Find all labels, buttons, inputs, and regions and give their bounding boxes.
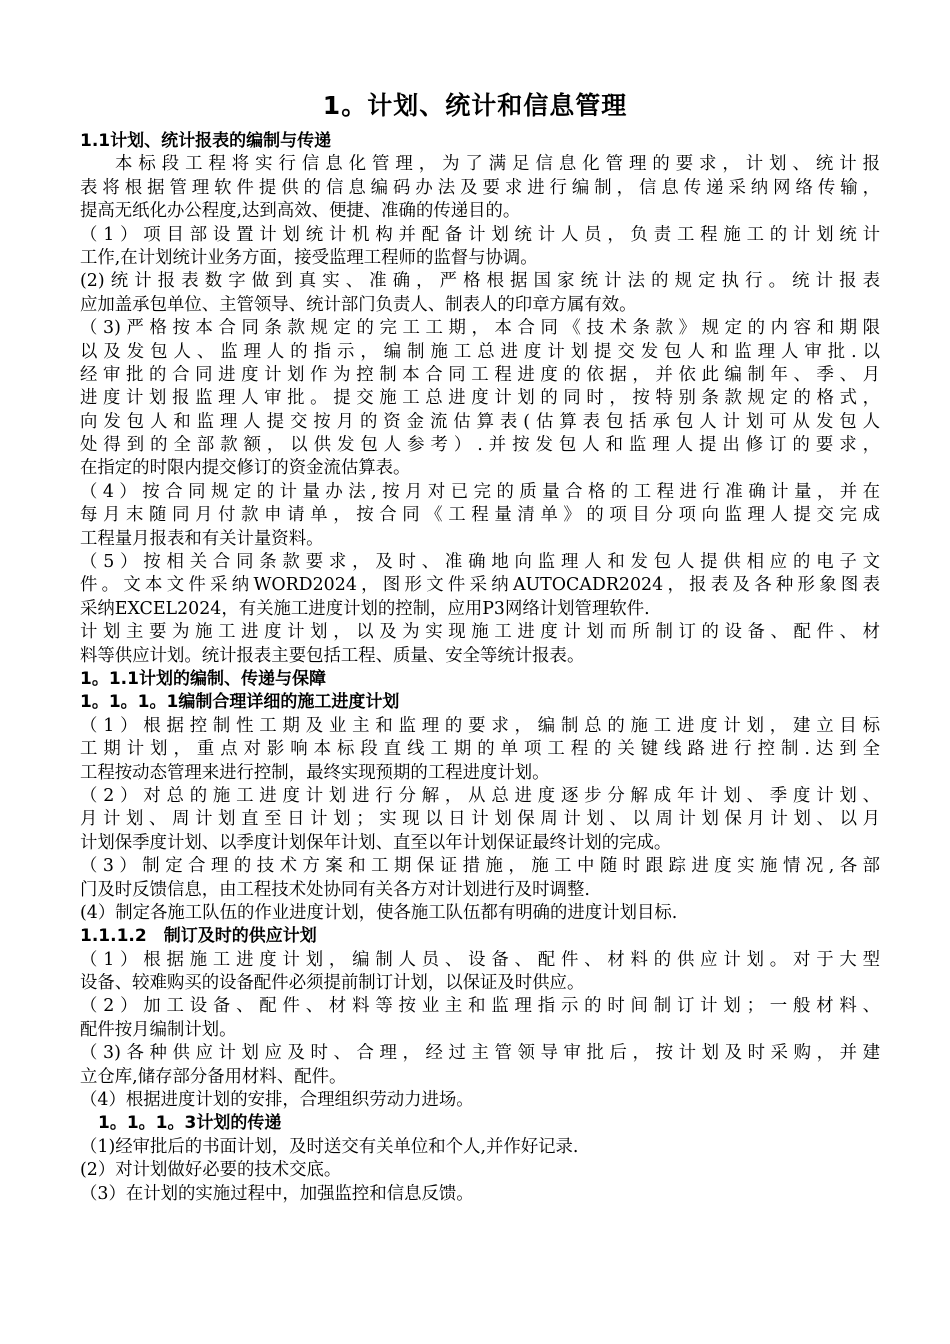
document-body xyxy=(80,130,880,1206)
paragraph-line: 配件按月编制计划。 xyxy=(80,1019,237,1040)
paragraph-line: 提高无纸化办公程度,达到高效、便捷、准确的传递目的。 xyxy=(80,201,521,222)
paragraph-line: 每月末随同月付款申请单，按合同《工程量清单》的项目分项向监理人提交完成 xyxy=(80,505,880,526)
paragraph-line: 进度计划报监理人审批。提交施工总进度计划的同时，按特别条款规定的格式， xyxy=(80,388,880,409)
paragraph-line: （4）根据进度计划的安排，合理组织劳动力进场。 xyxy=(80,1090,474,1111)
paragraph-line: （1）根据施工进度计划，编制人员、设备、配件、材料的供应计划。对于大型 xyxy=(80,949,880,970)
paragraph-line: 采纳EXCEL2024，有关施工进度计划的控制，应用P3网络计划管理软件. xyxy=(80,598,650,619)
paragraph-line: （5）按相关合同条款要求，及时、准确地向监理人和发包人提供相应的电子文 xyxy=(80,552,880,573)
paragraph-line: 工期计划，重点对影响本标段直线工期的单项工程的关键线路进行控制.达到全 xyxy=(80,739,880,760)
subsection-heading: 1。1。1。1编制合理详细的施工进度计划 xyxy=(80,692,400,713)
paragraph-line: 表将根据管理软件提供的信息编码办法及要求进行编制，信息传递采纳网络传输， xyxy=(80,177,880,198)
paragraph-line: 工程量月报表和有关计量资料。 xyxy=(80,528,324,549)
paragraph-line: 经审批的合同进度计划作为控制本合同工程进度的依据，并依此编制年、季、月 xyxy=(80,364,880,385)
paragraph-line: 料等供应计划。统计报表主要包括工程、质量、安全等统计报表。 xyxy=(80,645,585,666)
subsection-heading: 1。1。1。3计划的传递 xyxy=(98,1113,282,1134)
paragraph-line: （4）按合同规定的计量办法,按月对已完的质量合格的工程进行准确计量，并在 xyxy=(80,481,880,502)
paragraph-line: 工程按动态管理来进行控制，最终实现预期的工程进度计划。 xyxy=(80,762,550,783)
paragraph-line: 计划保季度计划、以季度计划保年计划、直至以年计划保证最终计划的完成。 xyxy=(80,832,672,853)
paragraph-line: （2）对总的施工进度计划进行分解，从总进度逐步分解成年计划、季度计划、 xyxy=(80,785,880,806)
paragraph-line: 应加盖承包单位、主管领导、统计部门负责人、制表人的印章方属有效。 xyxy=(80,294,637,315)
section-heading: 1.1计划、统计报表的编制与传递 xyxy=(80,131,332,151)
paragraph-line: 设备、较难购买的设备配件必须提前制订计划，以保证及时供应。 xyxy=(80,973,585,994)
subsection-heading: 1。1.1计划的编制、传递与保障 xyxy=(80,668,326,689)
paragraph-line: 本标段工程将实行信息化管理，为了满足信息化管理的要求，计划、统计报 xyxy=(115,154,880,175)
paragraph-line: （3）在计划的实施过程中，加强监控和信息反馈。 xyxy=(80,1183,474,1204)
paragraph-line: 立仓库,储存部分备用材料、配件。 xyxy=(80,1066,347,1087)
paragraph-line: (2)统计报表数字做到真实、准确，严格根据国家统计法的规定执行。统计报表 xyxy=(80,271,880,292)
paragraph-line: (2）对计划做好必要的技术交底。 xyxy=(80,1160,342,1181)
paragraph-line: （1)经审批后的书面计划，及时送交有关单位和个人,并作好记录. xyxy=(80,1136,579,1157)
paragraph-line: （2）加工设备、配件、材料等按业主和监理指示的时间制订计划；一般材料、 xyxy=(80,996,880,1017)
paragraph-line: 计划主要为施工进度计划，以及为实现施工进度计划而所制订的设备、配件、材 xyxy=(80,622,880,643)
paragraph-line: （1）项目部设置计划统计机构并配备计划统计人员，负责工程施工的计划统计 xyxy=(80,224,880,245)
paragraph-line: 工作,在计划统计业务方面，接受监理工程师的监督与协调。 xyxy=(80,247,538,268)
page-title: 1。计划、统计和信息管理 xyxy=(322,91,628,120)
paragraph-line: （3)严格按本合同条款规定的完工工期，本合同《技术条款》规定的内容和期限 xyxy=(80,318,880,339)
paragraph-line: （1）根据控制性工期及业主和监理的要求，编制总的施工进度计划，建立目标 xyxy=(80,715,880,736)
paragraph-line: 以及发包人、监理人的指示，编制施工总进度计划提交发包人和监理人审批.以 xyxy=(80,341,880,362)
paragraph-line: (4）制定各施工队伍的作业进度计划，使各施工队伍都有明确的进度计划目标. xyxy=(80,902,678,923)
subsection-heading: 1.1.1.2 制订及时的供应计划 xyxy=(80,926,317,947)
paragraph-line: （3)各种供应计划应及时、合理，经过主管领导审批后，按计划及时采购，并建 xyxy=(80,1043,880,1064)
paragraph-line: 处得到的全部款额，以供发包人参考）.并按发包人和监理人提出修订的要求， xyxy=(80,435,880,456)
paragraph-line: 件。文本文件采纳WORD2024，图形文件采纳AUTOCADR2024，报表及各种形象图表 xyxy=(80,575,880,596)
paragraph-line: 门及时反馈信息，由工程技术处协同有关各方对计划进行及时调整. xyxy=(80,879,590,900)
paragraph-line: （3）制定合理的技术方案和工期保证措施，施工中随时跟踪进度实施情况,各部 xyxy=(80,856,880,877)
paragraph-line: 月计划、周计划直至日计划；实现以日计划保周计划、以周计划保月计划、以月 xyxy=(80,809,880,830)
paragraph-line: 在指定的时限内提交修订的资金流估算表。 xyxy=(80,458,411,479)
paragraph-line: 向发包人和监理人提交按月的资金流估算表(估算表包括承包人计划可从发包人 xyxy=(80,411,880,432)
